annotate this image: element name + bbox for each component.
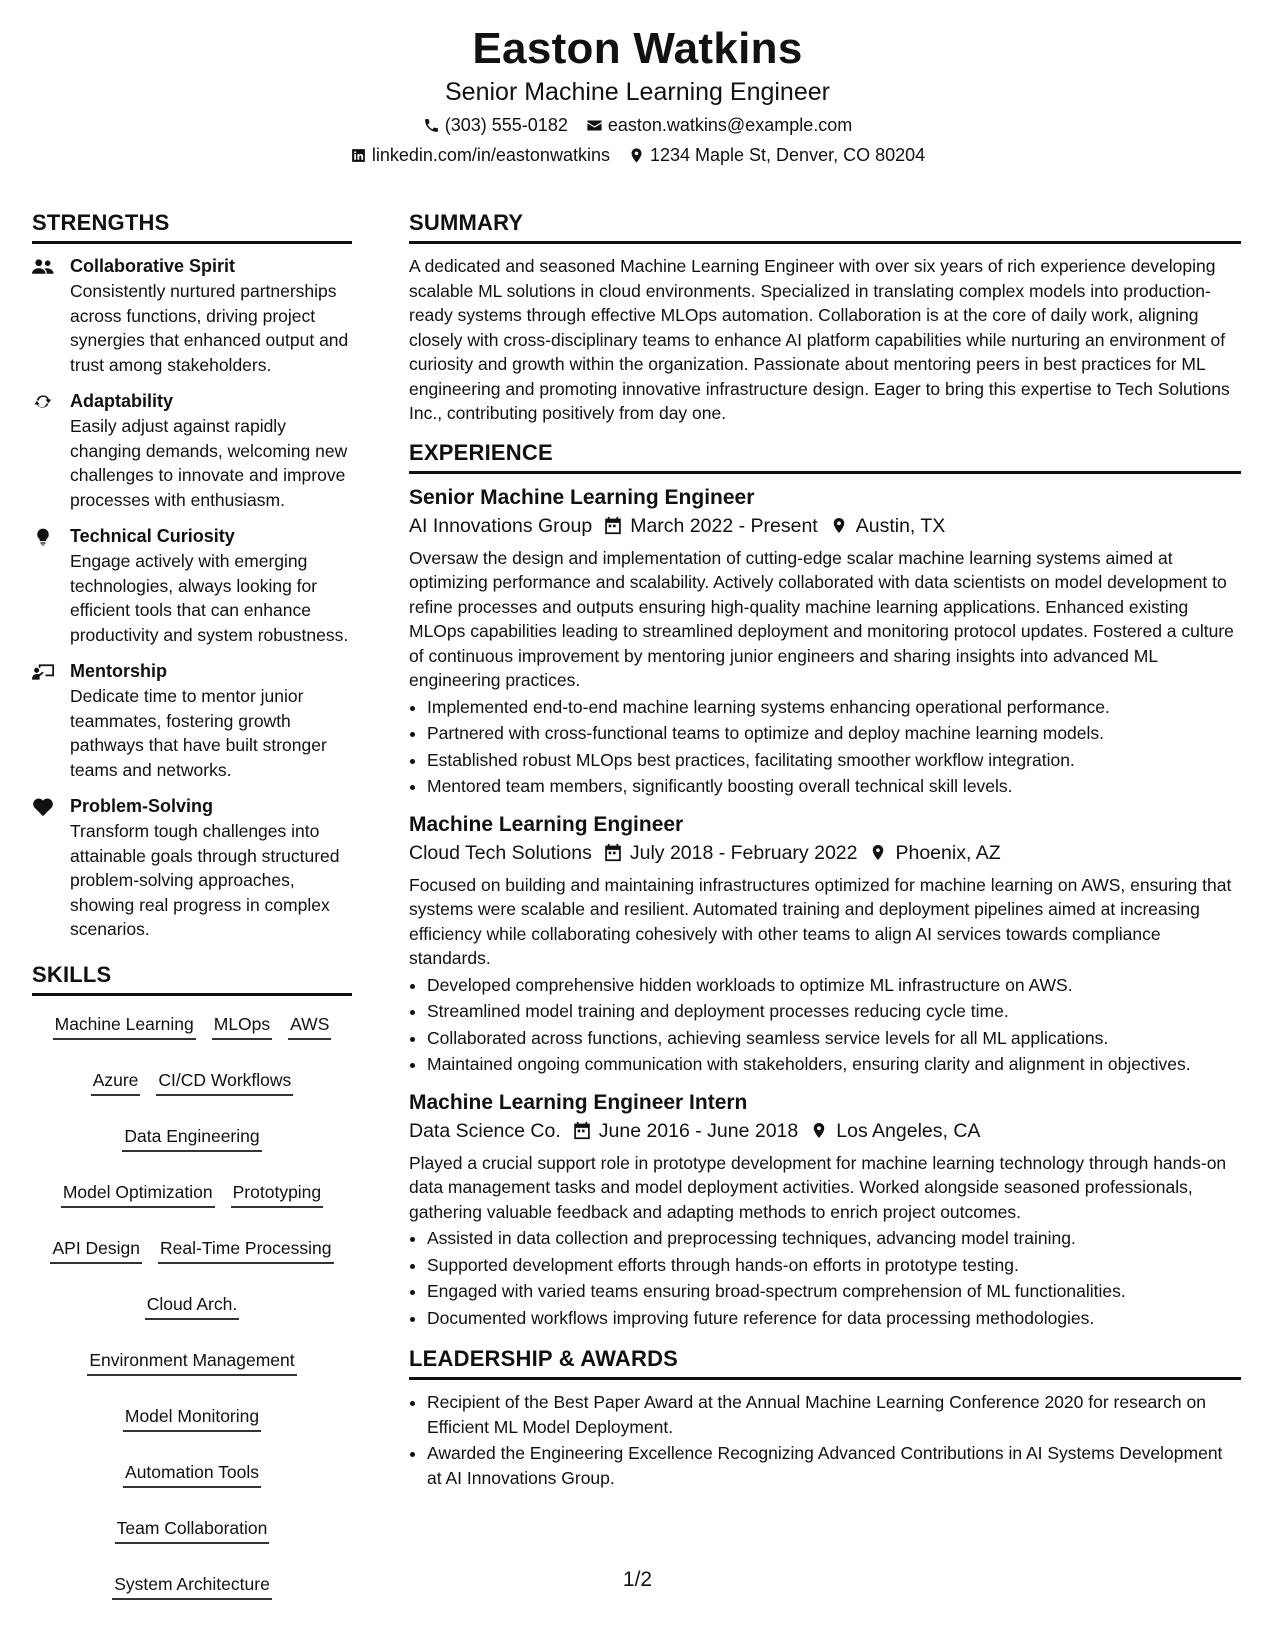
strength-desc: Dedicate time to mentor junior teammates, fostering growth pathways that have built stronger teams and networks. [70, 686, 327, 780]
job-meta [409, 839, 1241, 867]
skill-tag: Environment Management [87, 1348, 296, 1376]
job-company: Cloud Tech Solutions [409, 841, 592, 864]
contact-row-2 [0, 142, 1275, 168]
list-item: • Recipient of the Best Paper Award at the Annual Machine Learning Conference 2020 for research on Efficient ML Model Deployment. [427, 1390, 1241, 1439]
awards-heading: LEADERSHIP & AWARDS [409, 1346, 1241, 1380]
phone-contact [423, 112, 568, 138]
job-description: Oversaw the design and implementation of cutting-edge scalar machine learning systems aimed at optimizing performance and scalability. Actively collaborated with data scientists on model development to refine processes and outputs ensuring high-quality machine learning applications. Enhanced existing MLOps capabilities leading to streamlined deployment and monitoring protocol updates. Fostered a culture of continuous improvement by mentoring junior engineers and sharing insights into advanced ML engineering practices. [409, 547, 1234, 690]
summary-heading: SUMMARY [409, 210, 1241, 244]
heart-icon [32, 797, 54, 817]
strength-item [32, 524, 352, 647]
lightbulb-icon [32, 527, 54, 547]
page-number: 1/2 [622, 1568, 653, 1591]
linkedin-contact[interactable] [350, 142, 610, 168]
skill-tag: Azure [91, 1068, 141, 1096]
skill-tag: Cloud Arch. [145, 1292, 239, 1320]
list-item: • Engaged with varied teams ensuring broad-spectrum comprehension of ML functionalities. [427, 1279, 1241, 1304]
list-item: • Developed comprehensive hidden workloads to optimize ML infrastructure on AWS. [427, 973, 1241, 998]
job-title: Machine Learning Engineer [409, 812, 684, 836]
phone-text: (303) 555-0182 [444, 115, 568, 135]
linkedin-text[interactable]: linkedin.com/in/eastonwatkins [371, 145, 610, 165]
address-contact [628, 142, 925, 168]
candidate-role: Senior Machine Learning Engineer [445, 78, 830, 106]
list-item: • Mentored team members, significantly boosting overall technical skill levels. [427, 774, 1241, 799]
strength-desc: Consistently nurtured partnerships across functions, driving project synergies that enhanced output and trust among stakeholders. [70, 281, 349, 375]
list-item: • Collaborated across functions, achieving seamless service levels for all ML applications. [427, 1026, 1241, 1051]
skill-tag: Real-Time Processing [158, 1236, 334, 1264]
job-company: AI Innovations Group [409, 514, 593, 537]
candidate-name: Easton Watkins [472, 24, 803, 73]
strength-title: Technical Curiosity [70, 526, 235, 546]
users-icon [32, 257, 54, 277]
right-column [409, 210, 1241, 1492]
map-marker-icon [628, 147, 645, 164]
job-entry [409, 811, 1241, 1077]
phone-icon [423, 117, 440, 134]
map-marker-icon [830, 516, 848, 535]
summary-text: A dedicated and seasoned Machine Learning Engineer with over six years of rich experience developing scalable ML solutions in cloud environments. Specialized in translating complex models into production-ready systems through effective MLOps automation. Collaboration is at the core of daily work, aligning closely with cross-disciplinary teams to enhance AI platform capabilities while nurturing an environment of curiosity and growth within the organization. Passionate about mentoring peers in best practices for ML engineering and promoting innovative infrastructure design. Eager to bring this expertise to Tech Solutions Inc., contributing positively from day one. [409, 256, 1230, 423]
chalkboard-teacher-icon [32, 662, 54, 682]
contact-row-1 [0, 112, 1275, 138]
list-item: • Maintained ongoing communication with stakeholders, ensuring clarity and alignment in objectives. [427, 1052, 1241, 1077]
list-item: • Assisted in data collection and preprocessing techniques, advancing model training. [427, 1226, 1241, 1251]
job-bullets [409, 973, 1241, 1077]
email-text[interactable]: easton.watkins@example.com [607, 115, 853, 135]
skill-tag: Prototyping [231, 1180, 324, 1208]
job-location: Austin, TX [855, 514, 946, 537]
skills-heading: SKILLS [32, 962, 352, 996]
address-text: 1234 Maple St, Denver, CO 80204 [649, 145, 926, 165]
job-location: Phoenix, AZ [895, 841, 1001, 864]
skill-tag: System Architecture [112, 1572, 272, 1600]
job-title: Machine Learning Engineer Intern [409, 1090, 748, 1114]
skill-tag: Data Engineering [122, 1124, 261, 1152]
list-item: • Established robust MLOps best practices, facilitating smoother workflow integration. [427, 748, 1241, 773]
job-dates: March 2022 - Present [630, 514, 818, 537]
map-marker-icon [810, 1121, 828, 1140]
skill-tag: API Design [50, 1236, 142, 1264]
strength-desc: Easily adjust against rapidly changing demands, welcoming new challenges to innovate and improve processes with enthusiasm. [70, 416, 348, 510]
strength-desc: Transform tough challenges into attainable goals through structured problem-solving approaches, showing real progress in complex scenarios. [70, 821, 340, 939]
strength-title: Problem-Solving [70, 796, 214, 816]
strength-item [32, 389, 352, 512]
job-description: Played a crucial support role in prototype development for machine learning technology through hands-on data management tasks and model deployment activities. Worked alongside seasoned professionals, gathering valuable feedback and adapting methods to enrich project outcomes. [409, 1152, 1227, 1222]
list-item: • Awarded the Engineering Excellence Recognizing Advanced Contributions in AI Systems Development at AI Innovations Group. [427, 1441, 1241, 1490]
skill-tag: Team Collaboration [115, 1516, 270, 1544]
list-item: • Supported development efforts through hands-on efforts in prototype testing. [427, 1253, 1241, 1278]
skill-tag: MLOps [212, 1012, 272, 1040]
job-dates: June 2016 - June 2018 [598, 1119, 799, 1142]
strength-desc: Engage actively with emerging technologies, always looking for efficient tools that can enhance productivity and system robustness. [70, 551, 349, 645]
job-dates: July 2018 - February 2022 [629, 841, 858, 864]
skills-list [32, 1006, 352, 1600]
skill-tag: Automation Tools [123, 1460, 261, 1488]
linkedin-icon [350, 147, 367, 164]
envelope-icon [586, 117, 603, 134]
experience-heading: EXPERIENCE [409, 440, 1241, 474]
strength-item [32, 659, 352, 782]
strength-title: Collaborative Spirit [70, 256, 236, 276]
calendar-icon [604, 843, 622, 862]
job-meta [409, 1117, 1241, 1145]
list-item: • Streamlined model training and deployment processes reducing cycle time. [427, 999, 1241, 1024]
sync-icon [32, 392, 54, 412]
strength-title: Mentorship [70, 661, 167, 681]
skill-tag: AWS [288, 1012, 331, 1040]
job-meta [409, 512, 1241, 540]
calendar-icon [604, 516, 622, 535]
job-title: Senior Machine Learning Engineer [409, 485, 755, 509]
list-item: • Partnered with cross-functional teams to optimize and deploy machine learning models. [427, 721, 1241, 746]
strength-item [32, 794, 352, 942]
job-location: Los Angeles, CA [836, 1119, 981, 1142]
job-entry [409, 1089, 1241, 1331]
calendar-icon [573, 1121, 591, 1140]
skill-tag: Model Monitoring [123, 1404, 261, 1432]
left-column [32, 210, 352, 1600]
resume-header [0, 22, 1275, 168]
job-company: Data Science Co. [409, 1119, 561, 1142]
awards-list [409, 1390, 1241, 1490]
skill-tag: Machine Learning [53, 1012, 196, 1040]
email-contact[interactable] [586, 112, 852, 138]
job-entry [409, 484, 1241, 799]
map-marker-icon [869, 843, 887, 862]
awards-section [409, 1346, 1241, 1490]
list-item: • Documented workflows improving future reference for data processing methodologies. [427, 1306, 1241, 1331]
strength-title: Adaptability [70, 391, 174, 411]
skill-tag: CI/CD Workflows [156, 1068, 293, 1096]
job-bullets [409, 695, 1241, 799]
list-item: • Implemented end-to-end machine learning systems enhancing operational performance. [427, 695, 1241, 720]
job-description: Focused on building and maintaining infrastructures optimized for machine learning on AWS, ensuring that systems were scalable and resilient. Automated training and deployment pipelines aimed at increasing efficiency while collaborating cohesively with other teams to align AI services towards compliance standards. [409, 874, 1232, 968]
skill-tag: Model Optimization [61, 1180, 215, 1208]
strength-item [32, 254, 352, 377]
job-bullets [409, 1226, 1241, 1330]
strengths-heading: STRENGTHS [32, 210, 352, 244]
